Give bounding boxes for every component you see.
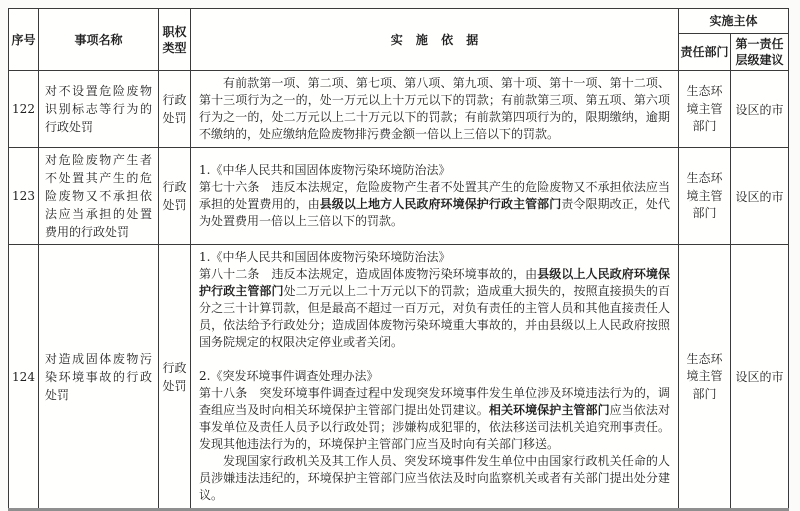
basis-bold-segment: 县级以上人民政府环境保护行政主管部门 (199, 267, 670, 299)
authority-type-cell: 行政处罚 (159, 245, 191, 510)
table-row (9, 148, 789, 245)
item-name-cell: 对危险废物产生者不处置其产生的危险废物又不承担依法应当承担的处置费用的行政处罚 (39, 148, 159, 245)
table-row (9, 71, 789, 148)
basis-text-segment: 2.《突发环境事件调查处理办法》 (199, 369, 379, 384)
basis-cell (191, 71, 679, 148)
basis-text-segment: 应当依法对事发单位及责任人员予以行政处罚；涉嫌构成犯罪的，依法移送司法机关追究刑事责任。发现其他违法行为的，环境保护主管部门应当及时向有关部门移送。 (199, 403, 670, 452)
department-cell: 生态环境主管部门 (679, 245, 731, 510)
basis-cell (191, 148, 679, 245)
header-item-name: 事项名称 (39, 9, 159, 71)
basis-text-segment: 1.《中华人民共和国固体废物污染环境防治法》 (199, 250, 451, 265)
header-level: 第一责任层级建议 (731, 34, 789, 71)
row-number-cell: 122 (9, 71, 39, 148)
header-authority-type: 职权类型 (159, 9, 191, 71)
department-cell: 生态环境主管部门 (679, 148, 731, 245)
basis-paragraph (199, 385, 670, 453)
basis-paragraph (199, 453, 670, 504)
basis-text-segment: 1.《中华人民共和国固体废物污染环境防治法》 (199, 163, 451, 178)
authority-type-cell: 行政处罚 (159, 148, 191, 245)
basis-paragraph (199, 249, 670, 266)
header-basis-label: 实施依据 (390, 32, 492, 47)
basis-text-segment: 发现国家行政机关及其工作人员、突发环境事件发生单位中由国家行政机关任命的人员涉嫌违法违纪的，环境保护主管部门应当依法及时向监察机关或者有关部门提出处分建议。 (199, 454, 670, 503)
level-cell: 设区的市 (731, 245, 789, 510)
header-subject-group: 实施主体 (679, 9, 789, 34)
basis-bold-segment: 相关环境保护主管部门 (488, 403, 610, 418)
row-number-cell: 124 (9, 245, 39, 510)
row-number-cell: 123 (9, 148, 39, 245)
basis-cell (191, 245, 679, 510)
authority-type-cell: 行政处罚 (159, 71, 191, 148)
level-cell: 设区的市 (731, 148, 789, 245)
basis-text-segment: 第十八条 突发环境事件调查过程中发现突发环境事件发生单位涉及环境违法行为的，调查组应当及时向相关环境保护主管部门提出处罚建议。 (199, 386, 670, 418)
table-row (9, 245, 789, 510)
basis-text-segment: 第七十六条 违反本法规定，危险废物产生者不处置其产生的危险废物又不承担依法应当承担的处置费用的，由 (199, 180, 670, 212)
power-list-table (8, 8, 789, 511)
header-serial: 序号 (9, 9, 39, 71)
table-header (9, 9, 789, 71)
level-cell: 设区的市 (731, 71, 789, 148)
basis-text-segment: 处二万元以上二十万元以下的罚款；造成重大损失的，按照直接损失的百分之三十计算罚款，但是最高不超过一百万元，对负有责任的主管人员和其他直接责任人员，依法给予行政处分；造成固体废物污染环境重大事故的，并由县级以上人民政府按照国务院规定的权限决定停业或者关闭。 (199, 284, 670, 350)
basis-text-segment: 第八十二条 违反本法规定，造成固体废物污染环境事故的，由 (199, 267, 538, 282)
item-name-cell: 对不设置危险废物识别标志等行为的行政处罚 (39, 71, 159, 148)
basis-paragraph (199, 266, 670, 351)
header-basis (191, 9, 679, 71)
basis-paragraph (199, 75, 670, 143)
basis-paragraph (199, 368, 670, 385)
basis-paragraph (199, 179, 670, 230)
header-row-top (9, 9, 789, 34)
basis-paragraph (199, 162, 670, 179)
table-body (9, 71, 789, 510)
header-department: 责任部门 (679, 34, 731, 71)
item-name-cell: 对造成固体废物污染环境事故的行政处罚 (39, 245, 159, 510)
basis-bold-segment: 县级以上地方人民政府环境保护行政主管部门 (319, 197, 562, 212)
basis-text-segment: 有前款第一项、第二项、第七项、第八项、第九项、第十项、第十一项、第十二项、第十三项行为之一的，处一万元以上十万元以下的罚款；有前款第三项、第五项、第六项行为之一的，处二万元以上二十万元以下的罚款；有前款第四项行为的，限期缴纳，逾期不缴纳的，处应缴纳危险废物排污费金额一倍以上三倍以下的罚款。 (199, 76, 670, 142)
basis-text-segment: 责令限期改正，处代为处置费用一倍以上三倍以下的罚款。 (199, 197, 670, 229)
department-cell: 生态环境主管部门 (679, 71, 731, 148)
